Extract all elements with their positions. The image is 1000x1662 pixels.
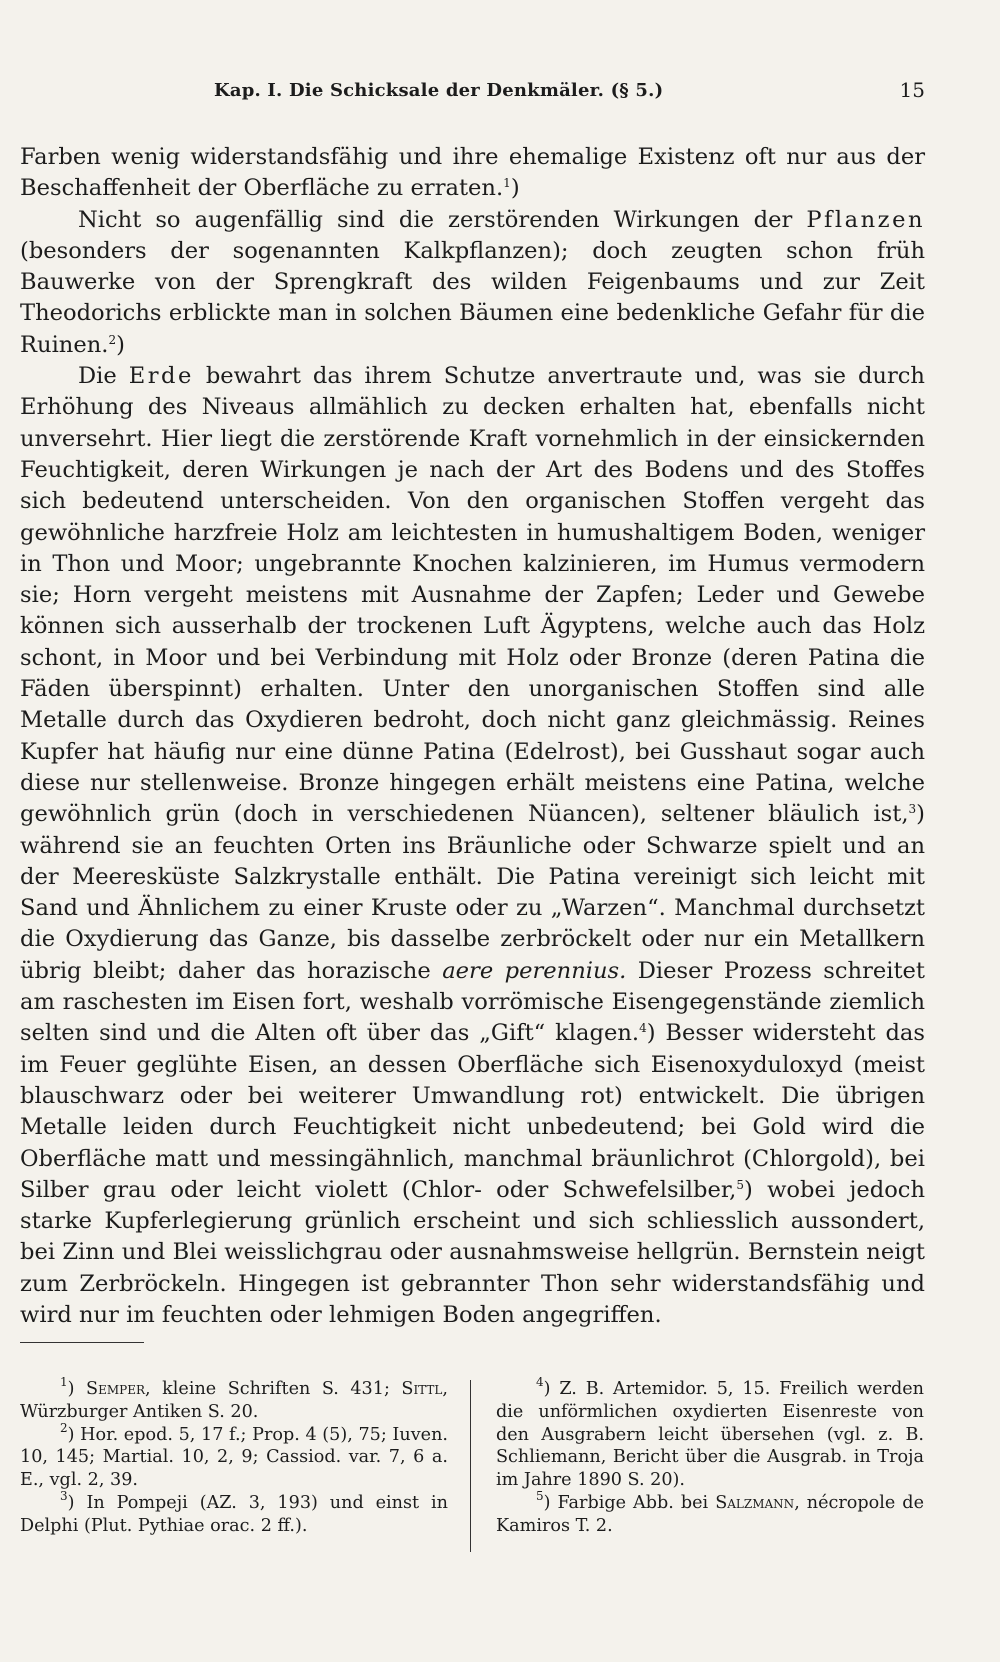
emphasis-pflanzen: Pflanzen xyxy=(806,206,925,233)
footnote-ref-4[interactable]: 4 xyxy=(639,1021,647,1036)
footnote-rule xyxy=(20,1342,144,1343)
main-text xyxy=(20,142,925,1331)
book-page xyxy=(20,0,925,1662)
running-title: Kap. I. Die Schicksale der Denkmäler. (§ 5.) xyxy=(214,80,664,101)
page-number: 15 xyxy=(899,78,925,102)
paragraph-3: Die Erde bewahrt das ihrem Schutze anvertraute und, was sie durch Erhöhung des Niveaus allmählich zu decken erhalten hat, ebenfalls nicht unversehrt. Hier liegt die zerstörende Kraft vornehmlich in der einsickernden Feuchtigkeit, deren Wirkungen je nach der Art des Bodens und des Stoffes sich bedeutend unterscheiden. Von den organischen Stoffen vergeht das gewöhnliche harzfreie Holz am leichtesten in humushaltigem Boden, weniger in Thon und Moor; ungebrannte Knochen kalzinieren, im Humus vermodern sie; Horn vergeht meistens mit Ausnahme der Zapfen; Leder und Gewebe können sich ausserhalb der trockenen Luft Ägyptens, welche auch das Holz schont, in Moor und bei Verbindung mit Holz oder Bronze (deren Patina die Fäden überspinnt) erhalten. Unter den unorganischen Stoffen sind alle Metalle durch das Oxydieren bedroht, doch nicht ganz gleichmässig. Reines Kupfer hat häufig nur eine dünne Patina (Edelrost), bei Gusshaut sogar auch diese nur stellenweise. Bronze hingegen erhält meistens eine Patina, welche gewöhnlich grün (doch in verschiedenen Nüancen), seltener bläulich ist,$^3$) während sie an feuchten Orten ins Bräunliche oder Schwarze spielt und an der Meeresküste Salzkrystalle enthält. Die Patina vereinigt sich leicht mit Sand und Ähnlichem zu einer Kruste oder zu „Warzen“. Manchmal durchsetzt die Oxydierung das Ganze, bis dasselbe zerbröckelt oder nur ein Metallkern übrig bleibt; daher das horazische aere perennius. Dieser Prozess schreitet am raschesten im Eisen fort, weshalb vorrömische Eisengegenstände ziemlich selten sind und die Alten oft über das „Gift“ klagen.$^4$) Besser widersteht das im Feuer geglühte Eisen, an dessen Oberfläche sich Eisenoxyduloxyd (meist blauschwarz oder bei weiterer Umwandlung rot) entwickelt. Die übrigen Metalle leiden durch Feuchtigkeit nicht unbedeutend; bei Gold wird die Oberfläche matt und messingähnlich, manchmal bräunlichrot (Chlorgold), bei Silber grau oder leicht violett (Chlor- oder Schwefelsilber,$^5$) wobei jedoch starke Kupferlegierung grünlich erscheint und sich schliesslich aussondert, bei Zinn und Blei weisslichgrau oder ausnahmsweise hellgrün. Bernstein neigt zum Zerbröckeln. Hingegen ist gebrannter Thon sehr widerstandsfähig und wird nur im feuchten oder lehmigen Boden angegriffen. xyxy=(20,363,926,1328)
running-header xyxy=(20,78,925,108)
footnote-2: $^2$) Hor. epod. 5, 17 f.; Prop. 4 (5), 75; Iuven. 10, 145; Martial. 10, 2, 9; Cassiod. var. 7, 6 a. E., vgl. 2, 39. xyxy=(20,1420,448,1491)
paragraph-2: Nicht so augenfällig sind die zerstörenden Wirkungen der Pflanzen (besonders der sogenannten Kalkpflanzen); doch zeugten schon früh Bauwerke von der Sprengkraft des wilden Feigenbaums und zur Zeit Theodorichs erblickte man in solchen Bäumen eine bedenkliche Gefahr für die Ruinen.$^2$) xyxy=(20,206,925,358)
footnote-3: $^3$) In Pompeji (AZ. 3, 193) und einst in Delphi (Plut. Pythiae orac. 2 ff.). xyxy=(20,1488,448,1536)
italic-aere-perennius: aere perennius. xyxy=(442,957,627,984)
footnote-4: $^4$) Z. B. Artemidor. 5, 15. Freilich werden die unförmlichen oxydierten Eisenreste von den Ausgrabern leicht übersehen (vgl. z. B. Schliemann, Bericht über die Ausgrab. in Troja im Jahre 1890 S. 20). xyxy=(496,1375,924,1491)
footnotes-left-column xyxy=(20,1375,448,1538)
emphasis-erde: Erde xyxy=(128,363,194,390)
footnotes xyxy=(20,1375,925,1598)
footnote-ref-2[interactable]: 2 xyxy=(108,332,117,347)
footnote-ref-1[interactable]: 1 xyxy=(503,176,511,191)
footnote-ref-3[interactable]: 3 xyxy=(908,802,917,817)
footnote-1: $^1$) Semper, kleine Schriften S. 431; Sittl, Würzburger Antiken S. 20. xyxy=(20,1375,448,1422)
footnotes-right-column xyxy=(496,1375,924,1538)
footnote-5: $^5$) Farbige Abb. bei Salzmann, nécropole de Kamiros T. 2. xyxy=(496,1488,924,1536)
paragraph-1: Farben wenig widerstandsfähig und ihre ehemalige Existenz oft nur aus der Beschaffenheit der Oberfläche zu erraten.$^1$) xyxy=(20,144,925,202)
footnote-column-divider xyxy=(470,1380,471,1552)
footnote-ref-5[interactable]: 5 xyxy=(736,1177,744,1192)
